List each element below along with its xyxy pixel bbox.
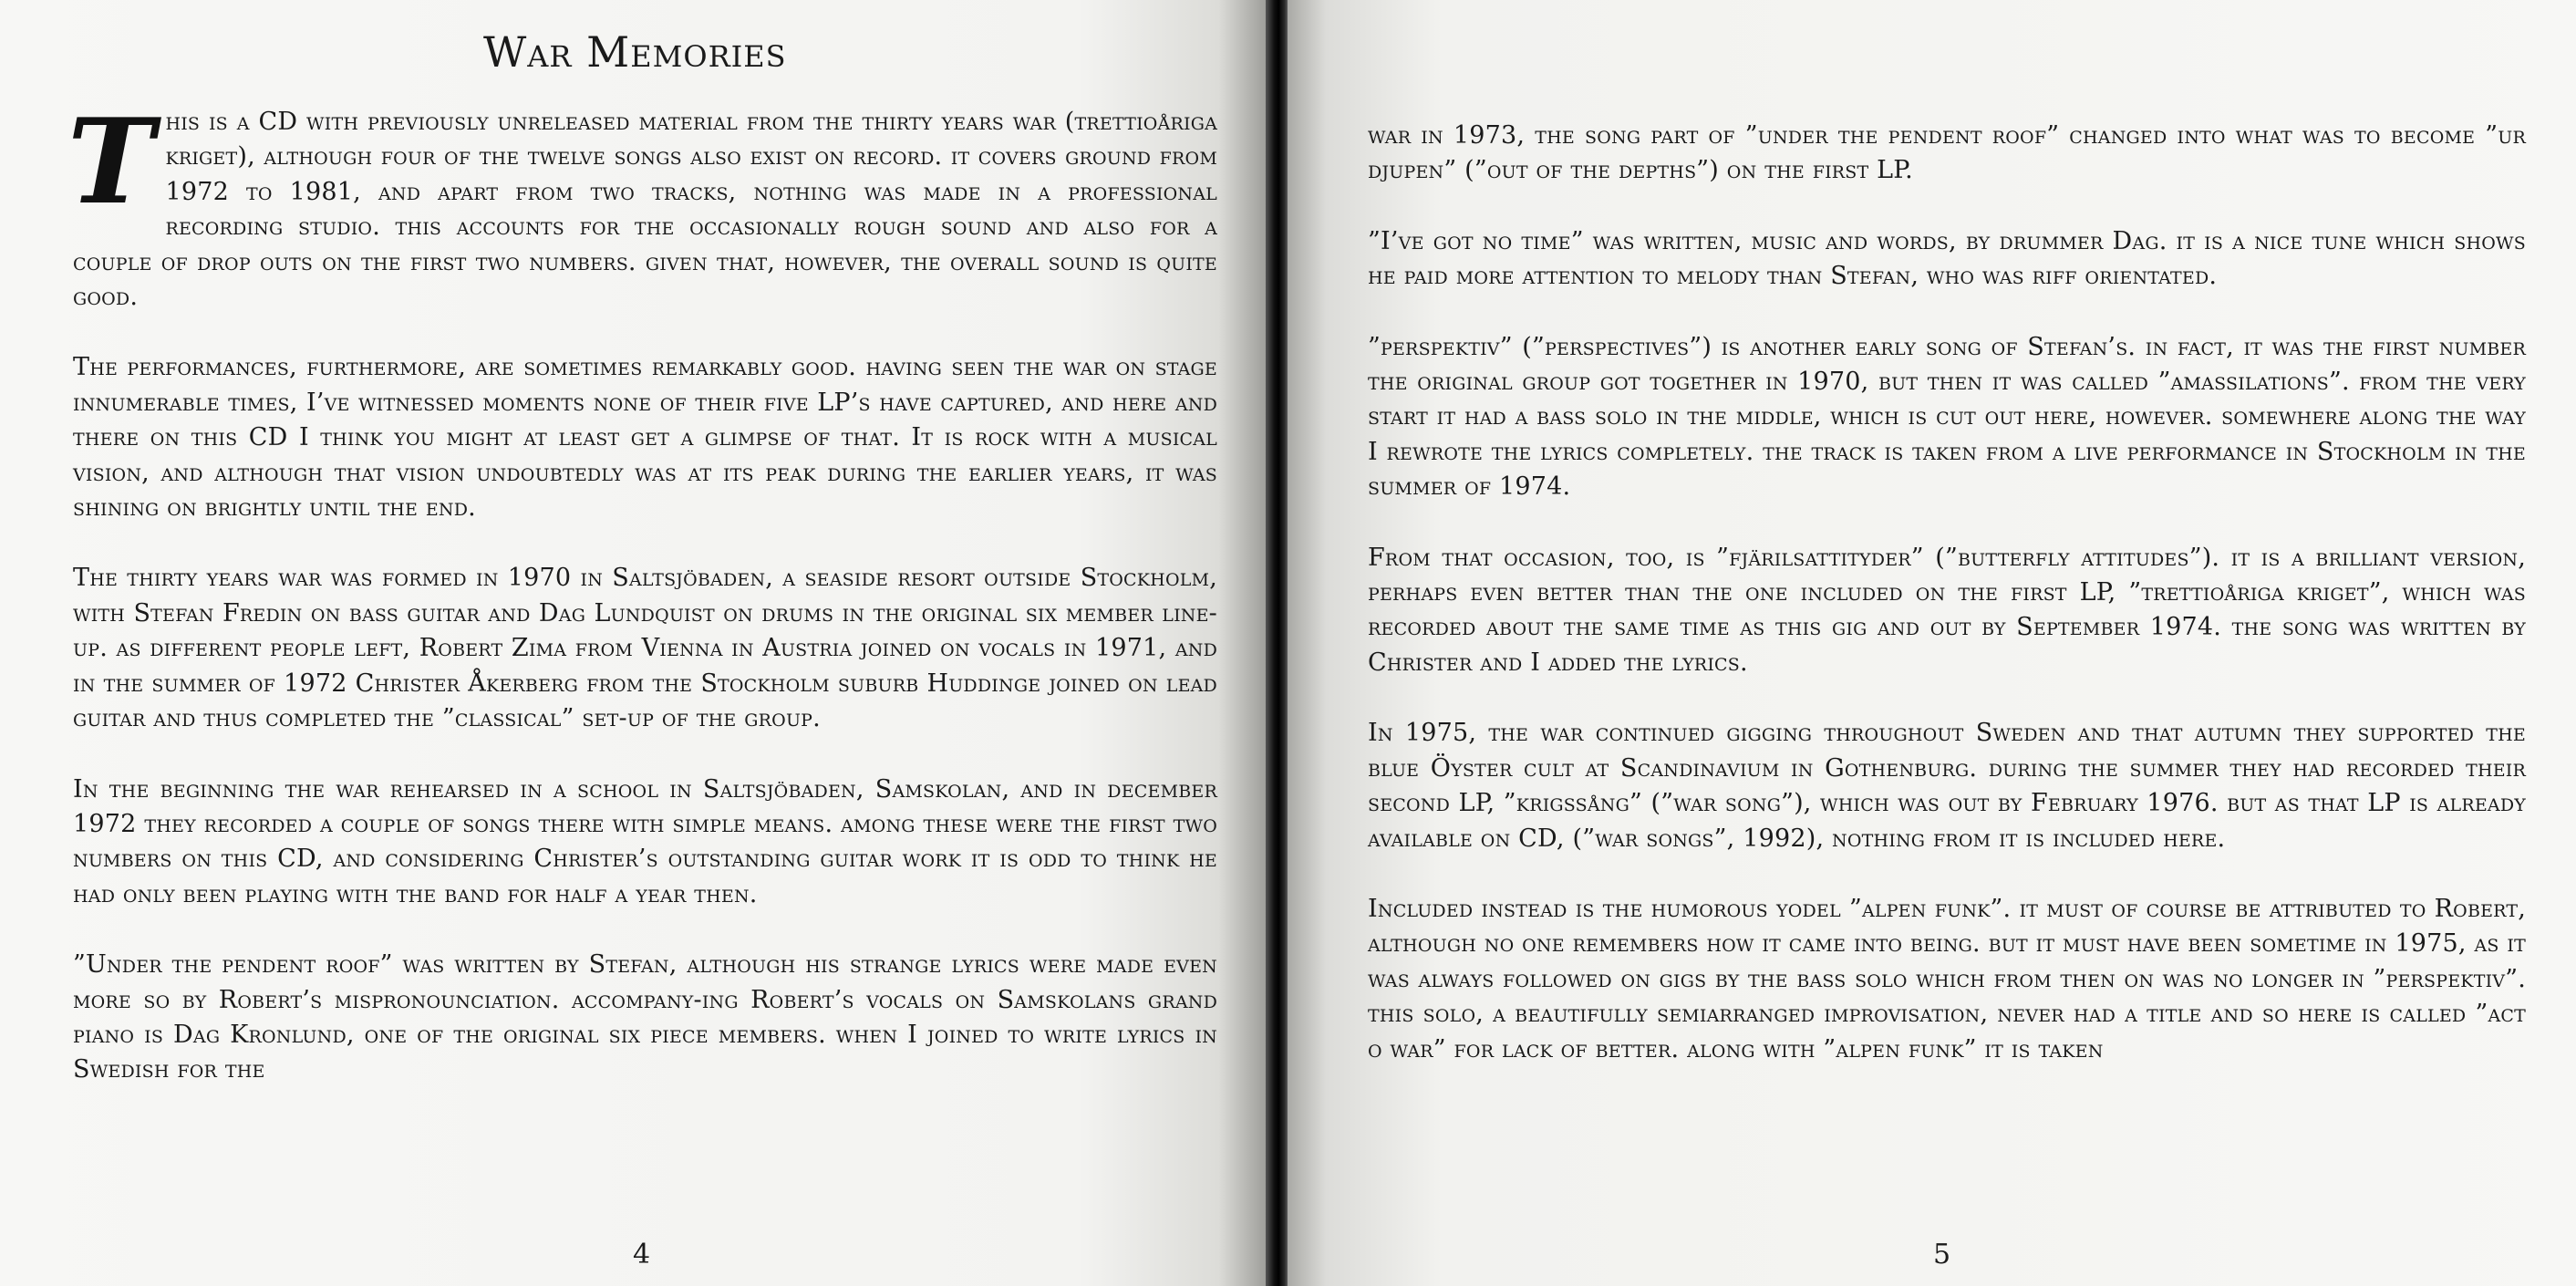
drop-cap: T bbox=[67, 94, 155, 231]
paragraph bbox=[67, 94, 1217, 315]
page-title: War Memories bbox=[483, 27, 787, 77]
right-page bbox=[1288, 0, 2576, 1286]
left-page bbox=[0, 0, 1269, 1286]
paragraph-text: his is a CD with previously unreleased material from the thirty years war (trettioåriga kriget), although four of the twelve songs also exist on record. it covers ground from 1972 to 1981, and apart from two tracks, nothing was made in a professional recording studio. this accounts for the occasionally rough sound and also for a couple of drop outs on the first two numbers. given that, however, the overall sound is quite good. bbox=[73, 108, 1217, 312]
paragraph: The performances, furthermore, are sometimes remarkably good. having seen the war on stage innumerable times, I’ve witnessed moments none of their five LP’s have captured, and here and there on this CD I think you might at least get a glimpse of that. It is rock with a musical vision, and although that vision undoubtedly was at its peak during the earlier years, it was shining on brightly until the end. bbox=[73, 353, 1217, 523]
paragraph: ”I’ve got no time” was written, music and words, by drummer Dag. it is a nice tune which shows he paid more attention to melody than Stefan, who was riff orientated. bbox=[1368, 226, 2526, 291]
paragraph: Included instead is the humorous yodel ”alpen funk”. it must of course be attributed to Robert, although no one remembers how it came into being. but it must have been sometime in 1975, as it was always followed on gigs by the bass solo which from then on was no longer in ”perspektiv”. this solo, a beautifully semiarranged improvisation, never had a title and so here is called ”act o war” for lack of better. along with ”alpen funk” it is taken bbox=[1368, 894, 2526, 1063]
left-body-text bbox=[67, 94, 1217, 1124]
page-number: 5 bbox=[1933, 1239, 1951, 1270]
paragraph: In 1975, the war continued gigging throughout Sweden and that autumn they supported the blue Öyster cult at Scandinavium in Gothenburg. during the summer they had recorded their second LP, ”krigssång” (”war song”), which was out by February 1976. but as that LP is already available on CD, (”war songs”, 1992), nothing from it is included here. bbox=[1368, 719, 2526, 853]
paragraph: The thirty years war was formed in 1970 in Saltsjöbaden, a seaside resort outside Stockholm, with Stefan Fredin on bass guitar and Dag Lundquist on drums in the original six member line-up. as different people left, Robert Zima from Vienna in Austria joined on vocals in 1971, and in the summer of 1972 Christer Åkerberg from the Stockholm suburb Huddinge joined on lead guitar and thus completed the ”classical” set-up of the group. bbox=[73, 564, 1217, 733]
paragraph: In the beginning the war rehearsed in a school in Saltsjöbaden, Samskolan, and in december 1972 they recorded a couple of songs there with simple means. among these were the first two numbers on this CD, and considering Christer’s outstanding guitar work it is odd to think he had only been playing with the band for half a year then. bbox=[73, 774, 1217, 908]
paragraph: ”perspektiv” (”perspectives”) is another early song of Stefan’s. in fact, it was the first number the original group got together in 1970, but then it was called ”amassilations”. from the very start it had a bass solo in the middle, which is cut out here, however. somewhere along the way I rewrote the lyrics completely. the track is taken from a live performance in Stockholm in the summer of 1974. bbox=[1368, 332, 2527, 502]
book-spine bbox=[1266, 0, 1289, 1286]
paragraph: ”Under the pendent roof” was written by Stefan, although his strange lyrics were made even more so by Robert’s mispronounciation. accompany-ing Robert’s vocals on Samskolans grand piano is Dag Kronlund, one of the original six piece members. when I joined to write lyrics in Swedish for the bbox=[73, 950, 1217, 1084]
page-number: 4 bbox=[633, 1239, 651, 1270]
paragraph: From that occasion, too, is ”fjärilsattityder” (”butterfly attitudes”). it is a brilliant version, perhaps even better than the one included on the first LP, ”trettioåriga kriget”, which was recorded about the same time as this gig and out by September 1974. the song was written by Christer and I added the lyrics. bbox=[1368, 543, 2526, 677]
right-body-text bbox=[1368, 119, 2526, 1103]
paragraph: war in 1973, the song part of ”under the pendent roof” changed into what was to become ”ur djupen” (”out of the depths”) on the first LP. bbox=[1368, 121, 2526, 185]
